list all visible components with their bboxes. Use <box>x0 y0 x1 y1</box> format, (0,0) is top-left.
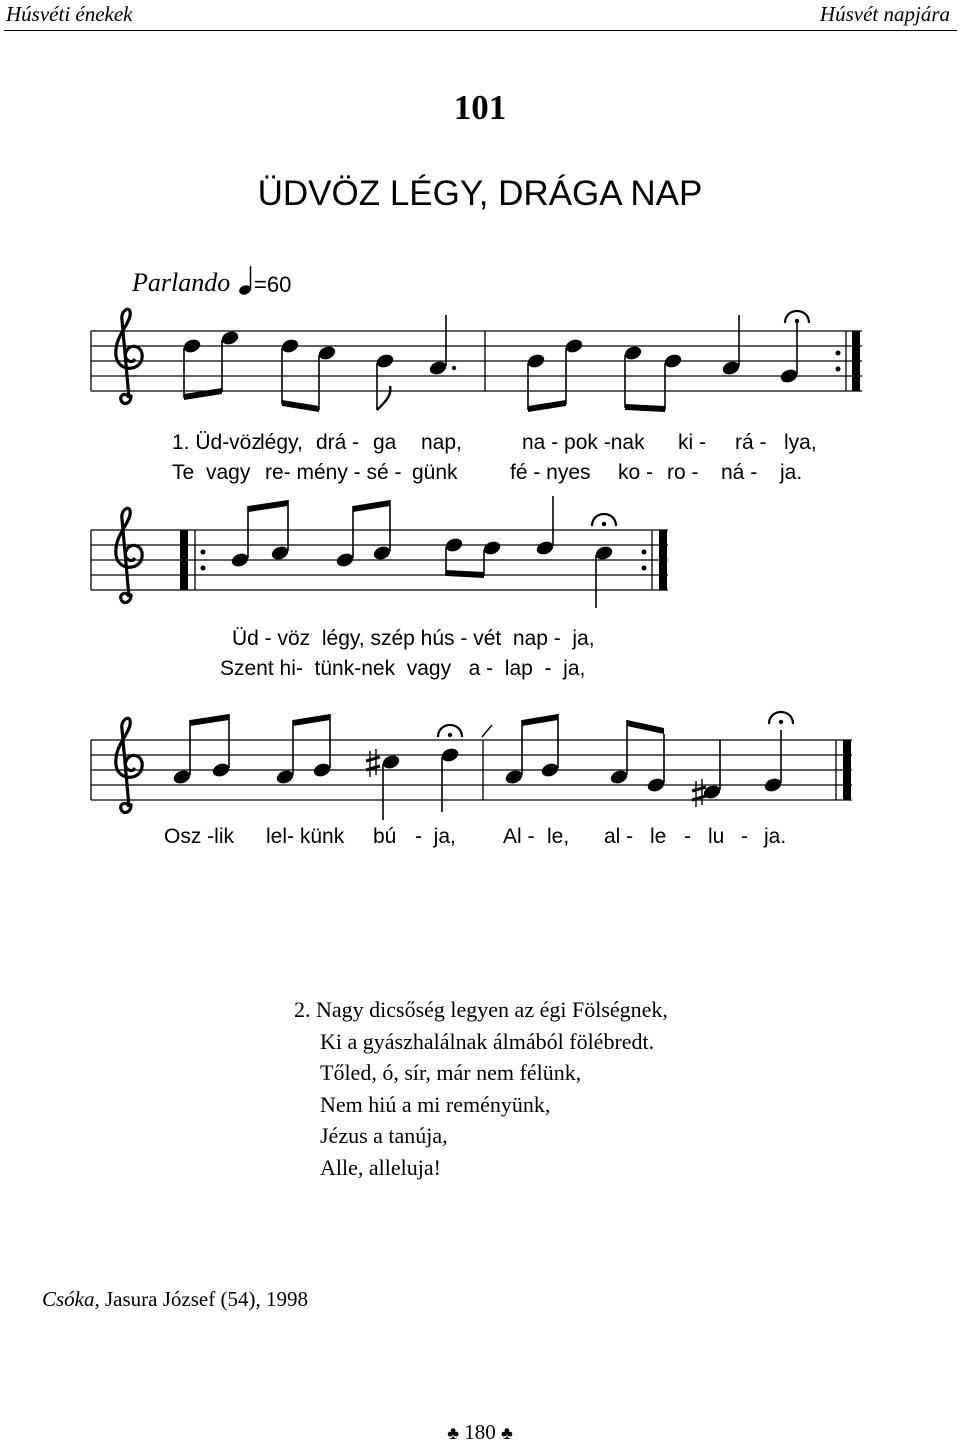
lyric-s1-l2-2: re- mény - sé - <box>265 461 402 484</box>
lyric-s2-line1: Üd - vöz légy, szép hús - vét nap - ja, <box>232 627 595 650</box>
lyric-s1-l2-0: Te <box>172 461 195 484</box>
tempo-value: =60 <box>254 272 292 297</box>
lyric-s1-l1-0: 1. Üd-vöz <box>172 431 262 454</box>
lyric-s3-5: le, <box>547 825 570 848</box>
lyric-s1-l2-5: ko - <box>618 461 654 484</box>
verse-2 <box>294 994 668 1183</box>
lyric-s1-l2-8: ja. <box>780 461 803 484</box>
lyric-s3-9: lu <box>708 825 725 848</box>
page-number: 180 <box>464 1420 496 1444</box>
lyric-s3-10: - <box>741 825 748 848</box>
verse-line: Tőled, ó, sír, már nem félünk, <box>320 1060 582 1085</box>
lyric-s3-7: le <box>650 825 667 848</box>
page-footer <box>0 1420 960 1445</box>
sharp-icon <box>366 749 380 777</box>
treble-clef-icon <box>116 508 142 602</box>
source-attribution <box>42 1287 308 1312</box>
lyric-s3-3: - ja, <box>415 825 456 848</box>
lyric-s1-l1-7: rá - <box>735 431 767 454</box>
lyric-s3-0: Osz -lik <box>164 825 234 848</box>
club-ornament-icon: ♣ <box>501 1423 513 1443</box>
lyric-s1-l1-4: nap, <box>421 431 462 454</box>
lyric-s1-l2-7: ná - <box>721 461 758 484</box>
staff-system-1 <box>91 309 862 412</box>
running-header-right: Húsvét napjára <box>819 2 950 26</box>
verse-line: Jézus a tanúja, <box>320 1123 448 1148</box>
breath-mark-icon <box>482 725 492 737</box>
source-text: Jasura József (54), 1998 <box>105 1287 308 1311</box>
lyric-s1-l2-3: günk <box>412 461 458 484</box>
lyric-s3-4: Al - <box>503 825 535 848</box>
song-title: ÜDVÖZ LÉGY, DRÁGA NAP <box>257 174 703 213</box>
lyric-s1-l1-5: na - pok -nak <box>522 431 645 454</box>
treble-clef-icon <box>116 309 142 403</box>
source-place: Csóka, <box>42 1287 100 1311</box>
staff-system-2 <box>91 496 668 608</box>
lyric-s1-l2-6: ro - <box>667 461 699 484</box>
verse-line: Alle, alleluja! <box>320 1154 441 1180</box>
verse-line: Ki a gyászhalálnak álmából fölébredt. <box>320 1028 655 1054</box>
lyric-s1-l2-1: vagy <box>206 461 251 484</box>
club-ornament-icon: ♣ <box>447 1423 459 1443</box>
lyric-s2-line2: Szent hi- tünk-nek vagy a - lap - ja, <box>220 657 586 680</box>
running-header-left: Húsvéti énekek <box>6 2 133 26</box>
lyric-s3-6: al - <box>604 825 634 848</box>
lyric-s3-8: - <box>684 825 691 848</box>
lyric-s3-2: bú <box>373 825 397 848</box>
lyric-s3-1: lel- künk <box>266 825 345 848</box>
lyric-s1-l1-2: drá - <box>316 431 360 454</box>
lyric-s1-l1-6: ki - <box>678 431 706 454</box>
lyric-s1-l1-8: lya, <box>784 431 817 454</box>
lyric-s1-l1-1: légy, <box>260 431 303 454</box>
lyric-s1-l2-4: fé - nyes <box>510 461 591 484</box>
lyric-s3-11: ja. <box>764 825 787 848</box>
staff-system-3 <box>91 712 852 820</box>
verse-line: Nem hiú a mi reményünk, <box>320 1091 551 1117</box>
verse-line: 2. Nagy dicsőség legyen az égi Fölségnek, <box>294 997 668 1022</box>
tempo-marking: Parlando <box>132 268 231 297</box>
treble-clef-icon <box>116 718 142 812</box>
song-number: 101 <box>453 88 507 127</box>
lyric-s1-l1-3: ga <box>373 431 397 454</box>
